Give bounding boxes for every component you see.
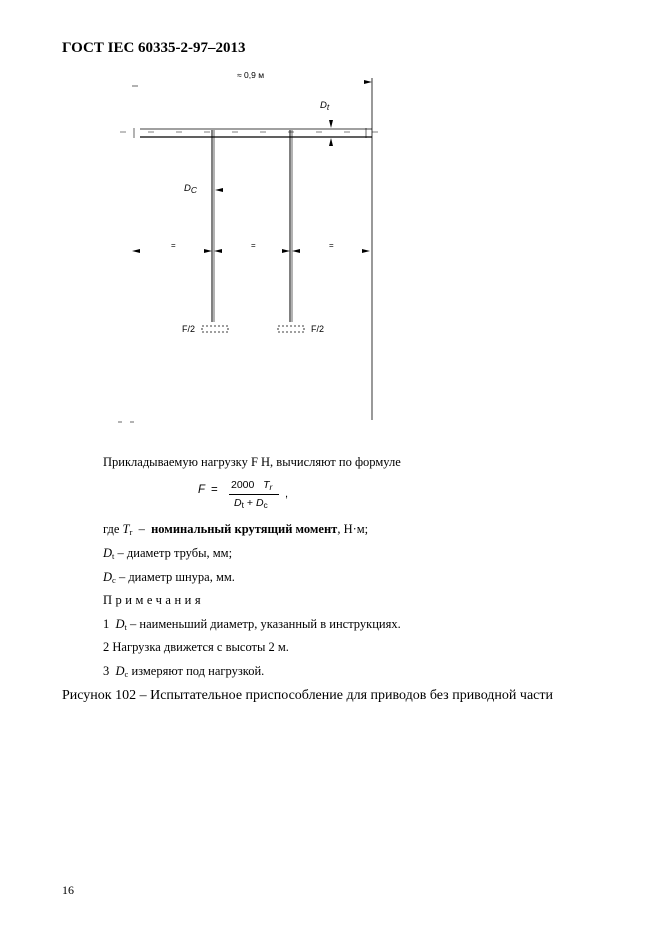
figure-caption: Рисунок 102 – Испытательное приспособление для приводов без приводной части [62, 688, 553, 703]
load-label-left: F/2 [182, 324, 196, 334]
equal-mark-2: = [251, 241, 256, 250]
dim-arrow-top-right [364, 80, 372, 84]
eq-arrow-3 [214, 249, 222, 253]
load-label-right: F/2 [311, 324, 325, 334]
formula-numerator: 2000 $T_r$ [231, 479, 273, 492]
note-2: 2 Нагрузка движется с высоты 2 м. [103, 640, 289, 654]
formula-denominator: $D_t + D_c$ [234, 497, 268, 510]
weight-right [278, 326, 304, 332]
weight-left [202, 326, 228, 332]
definition-tr: где $T_r$ – номинальный крутящий момент, Н·м; [103, 522, 369, 537]
dt-arrow-down [329, 120, 333, 128]
eq-arrow-4 [282, 249, 290, 253]
formula-fraction-bar [229, 494, 279, 495]
equal-mark-3: = [329, 241, 334, 250]
eq-arrow-6 [362, 249, 370, 253]
formula-equals: = [211, 484, 218, 496]
formula-lhs: F [198, 484, 206, 496]
label-dc: DC [184, 183, 198, 195]
intro-paragraph: Прикладываемую нагрузку F Н, вычисляют по формуле [103, 455, 401, 469]
document-header: ГОСТ IEC 60335-2-97–2013 [62, 40, 246, 56]
definition-dt: $D_t$ – диаметр трубы, мм; [103, 546, 233, 561]
eq-arrow-5 [292, 249, 300, 253]
dt-arrow-up [329, 138, 333, 146]
notes-title: Примечания [103, 593, 205, 607]
dc-arrow [215, 188, 223, 192]
eq-arrow-2 [204, 249, 212, 253]
test-fixture-figure [0, 0, 662, 440]
note-1: 1 $D_t$ – наименьший диаметр, указанный в инструкциях. [103, 617, 401, 632]
note-3: 3 $D_c$ измеряют под нагрузкой. [103, 664, 265, 679]
eq-arrow-1 [132, 249, 140, 253]
formula-comma: , [285, 488, 289, 500]
definition-dc: $D_c$ – диаметр шнура, мм. [103, 570, 235, 585]
label-dt: Dt [320, 100, 330, 112]
equal-mark-1: = [171, 241, 176, 250]
dimension-label-top: ≈ 0,9 м [237, 70, 265, 80]
page-number: 16 [62, 883, 74, 897]
